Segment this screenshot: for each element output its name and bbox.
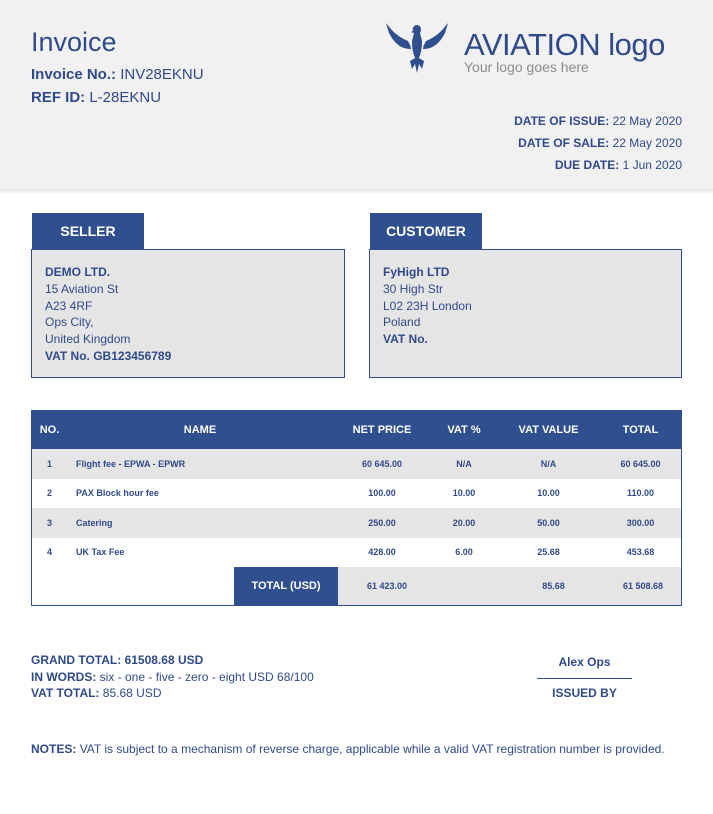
header-divider — [0, 189, 713, 193]
due-date-value: 1 Jun 2020 — [622, 158, 682, 172]
vat-value: N/A — [497, 449, 600, 479]
in-words-label: IN WORDS: — [31, 669, 97, 684]
ref-id-value: L-28EKNU — [89, 89, 162, 106]
items-table — [31, 410, 682, 606]
notes — [31, 742, 665, 756]
row-number: 3 — [32, 508, 67, 538]
ref-id — [31, 89, 161, 106]
invoice-dates — [514, 114, 682, 180]
item-name: Catering — [67, 508, 333, 538]
vat-total — [31, 685, 314, 702]
table-header-row — [32, 411, 681, 449]
column-header-vat-percent: VAT % — [431, 411, 497, 449]
signature-line — [537, 678, 632, 679]
grand-total — [31, 652, 314, 669]
seller-address-line: Ops City, — [45, 315, 94, 330]
grand-total-label: GRAND TOTAL: — [31, 653, 122, 667]
net-price: 60 645.00 — [333, 449, 431, 479]
item-name: UK Tax Fee — [76, 547, 125, 558]
row-number: 1 — [32, 449, 67, 479]
seller-tab: SELLER — [32, 213, 144, 249]
logo-subtext: Your logo goes here — [464, 59, 589, 75]
logo-text: AVIATION logo — [464, 27, 665, 62]
vat-percent: N/A — [431, 449, 497, 479]
date-of-issue — [514, 114, 682, 136]
seller-box — [31, 249, 345, 378]
row-total: 110.00 — [626, 488, 655, 499]
table-total-row — [32, 567, 681, 605]
seller-vat: VAT No. GB123456789 — [45, 348, 172, 363]
issuer-name: Alex Ops — [558, 655, 611, 669]
item-name: PAX Block hour fee — [76, 488, 159, 499]
vat-percent: 10.00 — [452, 488, 476, 499]
item-name: Flight fee - EPWA - EPWR — [67, 449, 333, 479]
total-values — [338, 567, 681, 605]
row-total: 300.00 — [600, 508, 681, 538]
row-number: 4 — [46, 547, 52, 558]
invoice-number-label: Invoice No.: — [31, 66, 117, 83]
invoice-number — [31, 66, 204, 83]
vat-value: 25.68 — [537, 547, 560, 558]
seller-address-line: 15 Aviation St — [45, 281, 119, 296]
table-row — [32, 538, 681, 568]
notes-text: VAT is subject to a mechanism of reverse charge, applicable while a valid VAT registration number is provided. — [79, 742, 665, 756]
net-price: 250.00 — [333, 508, 431, 538]
seller-address-line: A23 4RF — [45, 298, 93, 313]
row-total: 453.68 — [626, 547, 655, 558]
in-words-value: six - one - five - zero - eight USD 68/100 — [99, 669, 314, 684]
page-title: Invoice — [31, 27, 117, 57]
customer-tab: CUSTOMER — [370, 213, 482, 249]
total-label: TOTAL (USD) — [234, 567, 338, 605]
vat-percent: 6.00 — [455, 547, 473, 558]
date-of-issue-value: 22 May 2020 — [612, 114, 682, 128]
grand-total-value: 61508.68 USD — [124, 653, 204, 667]
signature-block — [537, 655, 632, 700]
vat-total-label: VAT TOTAL: — [31, 686, 100, 700]
net-price: 428.00 — [368, 547, 396, 558]
seller-address-line: United Kingdom — [45, 332, 131, 347]
table-row — [32, 449, 681, 479]
notes-label: NOTES: — [31, 742, 77, 756]
customer-name: FyHigh LTD — [383, 265, 450, 279]
date-of-sale-value: 22 May 2020 — [612, 136, 682, 150]
column-header-name: NAME — [67, 411, 333, 449]
date-of-sale-label: DATE OF SALE: — [518, 136, 610, 150]
issued-by-label: ISSUED BY — [552, 686, 617, 700]
total-net-price: 61 423.00 — [366, 581, 408, 591]
vat-percent: 20.00 — [431, 508, 497, 538]
due-date-label: DUE DATE: — [554, 158, 620, 172]
vat-total-value: 85.68 USD — [102, 686, 162, 700]
date-of-issue-label: DATE OF ISSUE: — [514, 114, 610, 128]
customer-address-line: L02 23H London — [383, 298, 472, 313]
column-header-total: TOTAL — [600, 411, 681, 449]
row-total: 60 645.00 — [600, 449, 681, 479]
table-row — [32, 479, 681, 509]
total-amount: 61 508.68 — [622, 581, 664, 591]
customer-address-line: 30 High Str — [383, 281, 444, 296]
date-of-sale — [514, 136, 682, 158]
table-row — [32, 508, 681, 538]
amount-in-words — [31, 669, 314, 686]
column-header-vat-value: VAT VALUE — [497, 411, 600, 449]
customer-address-line: Poland — [383, 315, 421, 330]
totals-summary — [31, 652, 314, 702]
customer-box — [369, 249, 682, 378]
ref-id-label: REF ID: — [31, 89, 86, 106]
total-vat-value: 85.68 — [542, 581, 565, 591]
eagle-icon — [384, 17, 450, 75]
vat-value: 50.00 — [497, 508, 600, 538]
row-number: 2 — [46, 488, 52, 499]
net-price: 100.00 — [368, 488, 396, 499]
company-logo — [384, 15, 694, 80]
vat-value: 10.00 — [537, 488, 560, 499]
column-header-net-price: NET PRICE — [333, 411, 431, 449]
due-date — [514, 158, 682, 180]
customer-vat: VAT No. — [383, 332, 428, 347]
column-header-no: NO. — [32, 411, 67, 449]
invoice-number-value: INV28EKNU — [120, 66, 204, 83]
seller-name: DEMO LTD. — [45, 265, 111, 279]
